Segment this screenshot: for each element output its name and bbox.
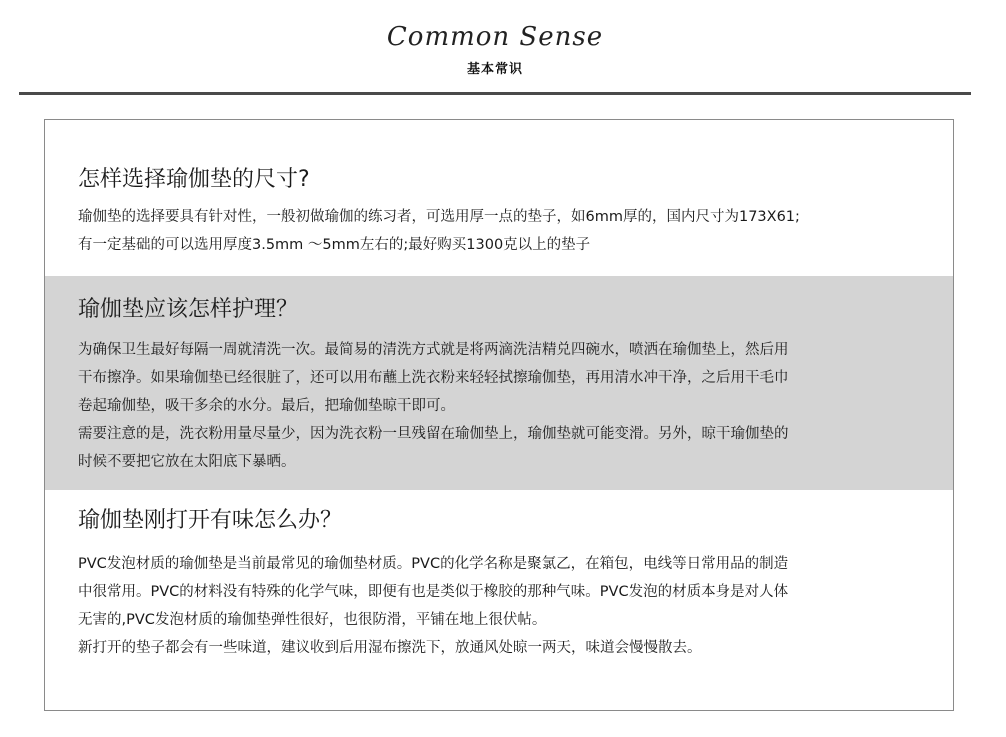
answer-line: 时候不要把它放在太阳底下暴晒。 (78, 454, 296, 470)
answer-line: 新打开的垫子都会有一些味道，建议收到后用湿布擦洗下，放通风处晾一两天，味道会慢慢散去。 (78, 640, 702, 656)
header-title: Common Sense (386, 22, 604, 52)
answer-paragraph (78, 550, 938, 662)
question-title: 瑜伽垫刚打开有味怎么办？ (78, 508, 343, 533)
answer-line: 有一定基础的可以选用厚度3.5mm ～5mm左右的;最好购买1300克以上的垫子 (78, 237, 591, 253)
faq-section-care (45, 276, 953, 490)
answer-line: 干布擦净。如果瑜伽垫已经很脏了，还可以用布蘸上洗衣粉来轻轻拭擦瑜伽垫，再用清水冲干净，之后用干毛巾 (78, 370, 789, 386)
answer-line: 瑜伽垫的选择要具有针对性，一般初做瑜伽的练习者，可选用厚一点的垫子，如6mm厚的，国内尺寸为173X61; (78, 209, 800, 225)
question-title: 怎样选择瑜伽垫的尺寸? (78, 167, 310, 192)
answer-line: 中很常用。PVC的材料没有特殊的化学气味，即便有也是类似于橡胶的那种气味。PVC发泡的材质本身是对人体 (78, 584, 789, 600)
faq-section-size (45, 120, 953, 276)
answer-line: 为确保卫生最好每隔一周就清洗一次。最简易的清洗方式就是将两滴洗洁精兑四碗水，喷洒在瑜伽垫上，然后用 (78, 342, 789, 358)
answer-line: 卷起瑜伽垫，吸干多余的水分。最后，把瑜伽垫晾干即可。 (78, 398, 455, 414)
faq-section-odor (45, 490, 953, 710)
header-divider (19, 92, 971, 95)
header-subtitle: 基本常识 (466, 62, 523, 77)
faq-box (44, 119, 954, 711)
answer-line: 需要注意的是，洗衣粉用量尽量少，因为洗衣粉一旦残留在瑜伽垫上，瑜伽垫就可能变滑。另外，晾干瑜伽垫的 (78, 426, 789, 442)
answer-paragraph (78, 203, 938, 259)
answer-line: 无害的,PVC发泡材质的瑜伽垫弹性很好，也很防滑，平铺在地上很伏帖。 (78, 612, 547, 628)
answer-paragraph (78, 336, 938, 476)
question-title: 瑜伽垫应该怎样护理？ (78, 297, 299, 322)
answer-line: PVC发泡材质的瑜伽垫是当前最常见的瑜伽垫材质。PVC的化学名称是聚氯乙，在箱包，电线等日常用品的制造 (78, 556, 789, 572)
